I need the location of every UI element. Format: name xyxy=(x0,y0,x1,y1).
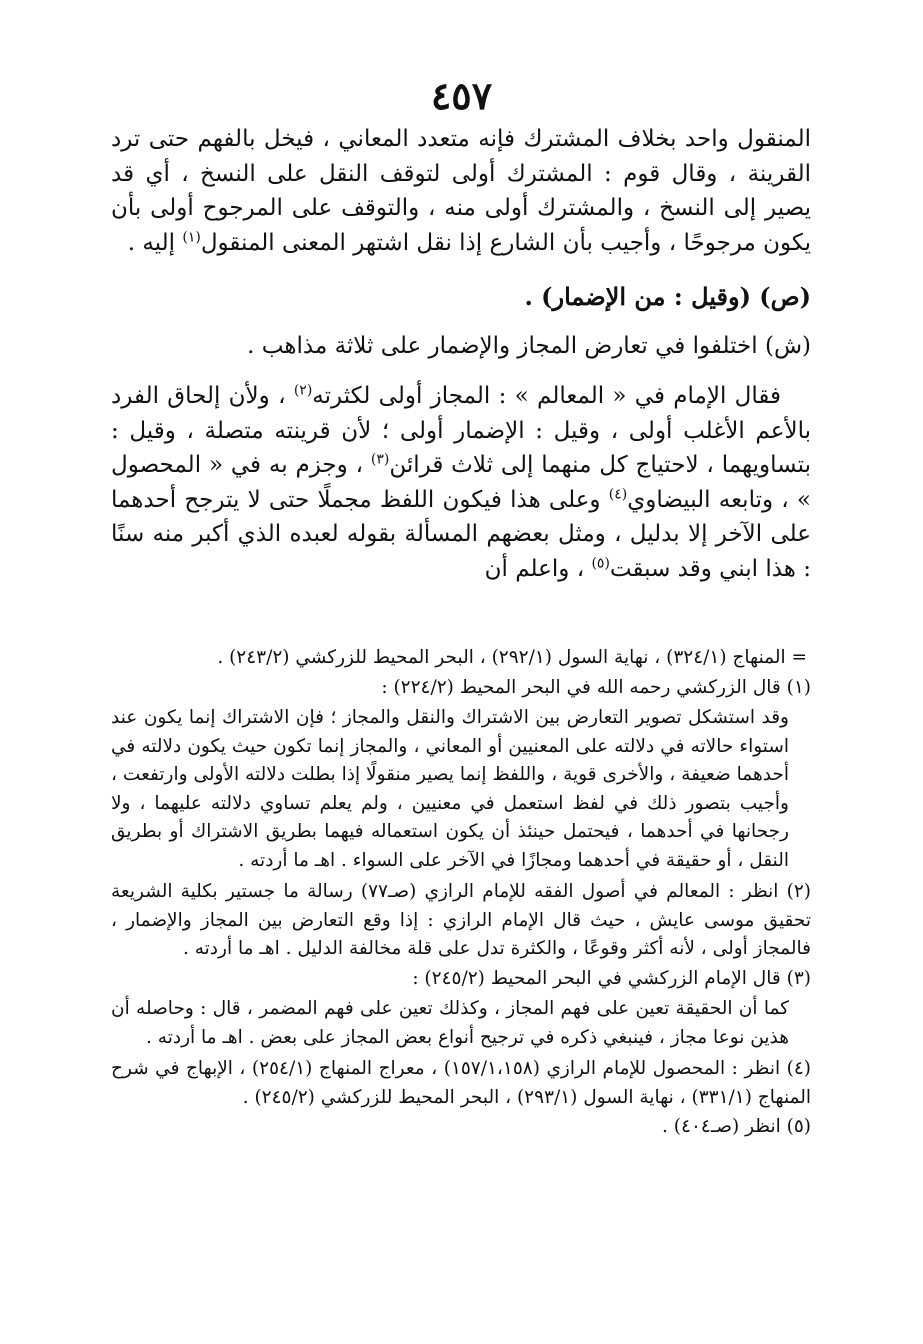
footnote-marker-5: (٥) xyxy=(591,554,610,571)
paragraph-1-end: إليه . xyxy=(127,229,183,256)
footnote-3-heading: (٣) قال الإمام الزركشي في البحر المحيط (٢٤٥/٢) : xyxy=(412,967,811,989)
footnote-1-quote: وقد استشكل تصوير التعارض بين الاشتراك والنقل والمجاز ؛ فإن الاشتراك إنما يكون عند استواء حالاته في دلالته على المعنيين أو المعاني ، والمجاز إنما تكون حيث يكون دلالته في أحدهما ضعيفة ، والأخرى قوية ، واللفظ إنما يصير منقولًا إذا بطلت دلالته الأولى وارتفعت ، وأجيب بتصور ذلك في لفظ استعمل في معنيين ، ولم يعلم تساوي دلالته عليهما ، ولا رجحانها في أحدهما ، فيحتمل حينئذ أن يكون استعماله فيهما بطريق الاشتراك أو بطريق النقل ، أو حقيقة في أحدهما ومجازًا في الآخر على السواء . اهـ ما أردته . xyxy=(111,707,789,871)
paragraph-2-part-d: وعلى هذا فيكون اللفظ مجملًا حتى لا يترجح أحدهما على الآخر إلا بدليل ، ومثل بعضهم المسألة بقوله لعبده الذي أكبر منه سنًا : هذا ابني وقد سبقت xyxy=(111,486,811,582)
footnote-5: (٥) انظر (صـ٤٠٤) . xyxy=(662,1116,811,1137)
paragraph-2-part-e: ، واعلم أن xyxy=(484,555,592,582)
paragraph-1 xyxy=(111,122,811,260)
paragraph-2-part-c: ، وجزم به في « المحصول » ، وتابعه البيضاوي xyxy=(111,452,811,513)
footnote-marker-2: (٢) xyxy=(293,382,313,399)
main-text xyxy=(111,122,811,586)
paragraph-2-part-b: ، ولأن إلحاق الفرد بالأعم الأغلب أولى ، وقيل : الإضمار أولى ؛ لأن قرينته متصلة ، وقيل : بتساويهما ، لاحتياج كل منهما إلى ثلاث قرائن xyxy=(111,383,811,478)
footnote-marker-1: (١) xyxy=(182,228,201,245)
section-heading: (ص) (وقيل : من الإضمار) . xyxy=(524,282,811,311)
footnote-marker-3: (٣) xyxy=(370,451,390,468)
paragraph-2 xyxy=(111,379,811,586)
commentary-intro: (ش) اختلفوا في تعارض المجاز والإضمار على ثلاثة مذاهب . xyxy=(247,332,811,359)
paragraph-2-part-a: فقال الإمام في « المعالم » : المجاز أولى لكثرته xyxy=(312,383,781,409)
footnote-3-quote: كما أن الحقيقة تعين على فهم المجاز ، وكذلك تعين على فهم المضمر ، قال : وحاصله أن هذين نوعا مجاز ، فينبغي ذكره في ترجيح أنواع بعض المجاز على بعض . اهـ ما أردته . xyxy=(111,998,789,1048)
page-number: ٤٥٧ xyxy=(430,73,493,118)
footnote-continuation: = المنهاج (٣٢٤/١) ، نهاية السول (٢٩٢/١) ، البحر المحيط للزركشي (٢٤٣/٢) . xyxy=(217,647,807,668)
paragraph-1-text: المنقول واحد بخلاف المشترك فإنه متعدد المعاني ، فيخل بالفهم حتى ترد القرينة ، وقال قوم : المشترك أولى لتوقف النقل على النسخ ، أي قد يصير إلى النسخ ، والمشترك أولى منه ، والتوقف على المرجوح أولى بأن يكون مرجوحًا ، وأجيب بأن الشارع إذا نقل اشتهر المعنى المنقول xyxy=(111,126,811,256)
footnote-marker-4: (٤) xyxy=(608,485,628,502)
footnote-1-heading: (١) قال الزركشي رحمه الله في البحر المحيط (٢٢٤/٢) : xyxy=(381,676,811,698)
footnote-2: (٢) انظر : المعالم في أصول الفقه للإمام الرازي (صـ٧٧) رسالة ما جستير بكلية الشريعة تحقيق موسى عايش ، حيث قال الإمام الرازي : إذا وقع التعارض بين المجاز والإضمار ، فالمجاز أولى ، لأنه أكثر وقوعًا ، والكثرة تدل على قلة مخالفة الدليل . اهـ ما أردته . xyxy=(111,881,811,959)
footnotes-section xyxy=(111,644,811,1143)
footnote-4: (٤) انظر : المحصول للإمام الرازي (١٥٧/١،١٥٨) ، معراج المنهاج (٢٥٤/١) ، الإبهاج في شرح المنهاج (٣٣١/١) ، نهاية السول (٢٩٣/١) ، البحر المحيط للزركشي (٢٤٥/٢) . xyxy=(111,1058,812,1108)
